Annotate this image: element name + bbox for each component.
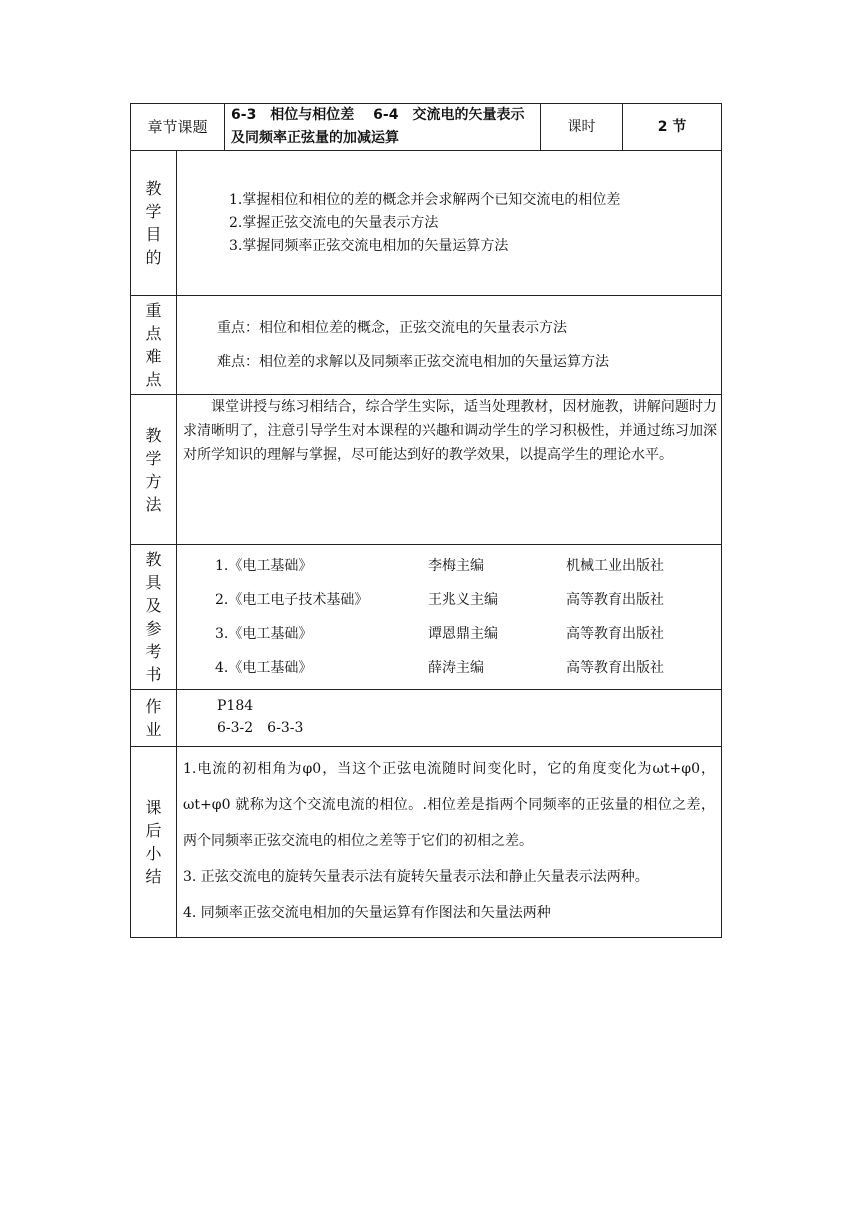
homework-exercises: 6-3-2 6-3-3 <box>217 720 304 736</box>
references-label: 教 具 及 参 考 书 <box>131 545 177 690</box>
summary-content <box>177 747 722 938</box>
hours-label: 课时 <box>541 104 623 151</box>
ref-author: 王兆义主编 <box>428 592 498 608</box>
method-row <box>131 395 722 545</box>
method-label: 教 学 方 法 <box>131 395 177 545</box>
ref-book: 3.《电工基础》 <box>215 626 313 642</box>
goal-item: 3.掌握同频率正弦交流电相加的矢量运算方法 <box>229 237 509 254</box>
homework-page: P184 <box>217 698 254 714</box>
ref-author: 谭恩鼎主编 <box>428 626 498 642</box>
list-item <box>177 583 721 617</box>
summary-label: 课 后 小 结 <box>131 747 177 938</box>
list-item <box>177 651 721 685</box>
method-text: 课堂讲授与练习相结合，综合学生实际，适当处理教材，因材施教，讲解问题时力求清晰明了，注意引导学生对本课程的兴趣和调动学生的学习积极性，并通过练习加深对所学知识的理解与掌握，尽可能达到好的教学效果，以提高学生的理论水平。 <box>177 395 722 545</box>
list-item <box>177 549 721 583</box>
list-item <box>177 617 721 651</box>
difficult-point: 难点：相位差的求解以及同频率正弦交流电相加的矢量运算方法 <box>217 354 609 370</box>
goal-item: 2.掌握正弦交流电的矢量表示方法 <box>229 214 439 231</box>
ref-author: 李梅主编 <box>428 558 484 574</box>
references-row <box>131 545 722 690</box>
ref-publisher: 机械工业出版社 <box>566 558 664 574</box>
keypoints-row <box>131 296 722 395</box>
homework-content <box>177 690 722 747</box>
goals-label: 教 学 目 的 <box>131 151 177 296</box>
chapter-label: 章节课题 <box>131 104 225 151</box>
summary-paragraph: 3. 正弦交流电的旋转矢量表示法有旋转矢量表示法和静止矢量表示法两种。 <box>183 869 649 885</box>
summary-paragraph: 1.电流的初相角为φ0，当这个正弦电流随时间变化时，它的角度变化为ωt+φ0，ωt+φ0 就称为这个交流电流的相位。.相位差是指两个同频率的正弦量的相位之差，两个同频率正弦交流电的相位之差等于它们的初相之差。 <box>183 761 716 849</box>
lesson-plan-table <box>130 103 722 938</box>
ref-publisher: 高等教育出版社 <box>566 592 664 608</box>
homework-label: 作 业 <box>131 690 177 747</box>
chapter-title: 6-3 相位与相位差 6-4 交流电的矢量表示及同频率正弦量的加减运算 <box>225 104 541 151</box>
goals-row <box>131 151 722 296</box>
ref-book: 1.《电工基础》 <box>215 558 313 574</box>
keypoints-label: 重 点 难 点 <box>131 296 177 395</box>
goals-content <box>177 151 722 296</box>
hours-value: 2 节 <box>623 104 722 151</box>
ref-book: 2.《电工电子技术基础》 <box>215 592 369 608</box>
keypoints-content <box>177 296 722 395</box>
ref-book: 4.《电工基础》 <box>215 660 313 676</box>
ref-publisher: 高等教育出版社 <box>566 626 664 642</box>
header-row <box>131 104 722 151</box>
goal-item: 1.掌握相位和相位的差的概念并会求解两个已知交流电的相位差 <box>229 191 621 208</box>
summary-paragraph: 4. 同频率正弦交流电相加的矢量运算有作图法和矢量法两种 <box>183 905 551 921</box>
lesson-plan-sheet <box>130 103 721 938</box>
ref-publisher: 高等教育出版社 <box>566 660 664 676</box>
summary-row <box>131 747 722 938</box>
ref-author: 薛涛主编 <box>428 660 484 676</box>
key-point: 重点：相位和相位差的概念，正弦交流电的矢量表示方法 <box>217 320 567 336</box>
homework-row <box>131 690 722 747</box>
references-list <box>177 545 722 690</box>
